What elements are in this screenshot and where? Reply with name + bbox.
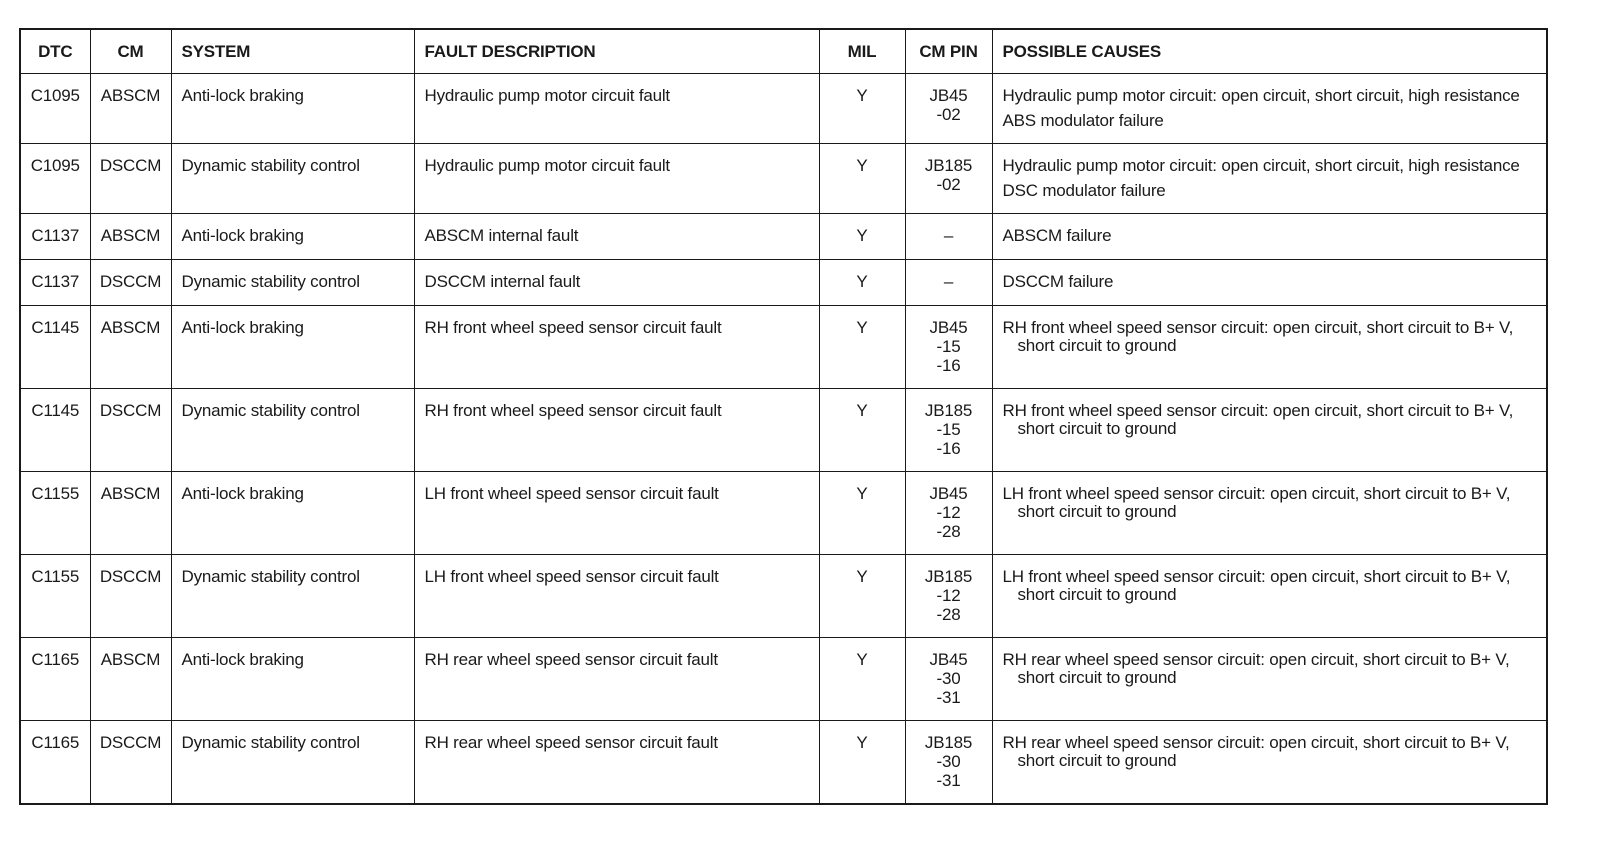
header-cm: CM: [90, 29, 171, 74]
cm-pin-line: JB45: [929, 650, 968, 669]
cm-pin-line: JB45: [929, 318, 968, 337]
cause-line: Hydraulic pump motor circuit: open circuit, short circuit, high resistance: [1002, 156, 1520, 175]
cell-cm: DSCCM: [90, 721, 171, 805]
cell-mil: Y: [819, 555, 905, 638]
header-cm-pin: CM PIN: [905, 29, 992, 74]
cell-system: Dynamic stability control: [171, 389, 414, 472]
cell-dtc: C1145: [20, 389, 90, 472]
cell-fault-description: RH front wheel speed sensor circuit fault: [414, 389, 819, 472]
cm-pin-line: JB185: [924, 401, 973, 420]
cm-pin-line: JB185: [924, 567, 973, 586]
cause-line: RH front wheel speed sensor circuit: open circuit, short circuit to B+ V,: [1002, 318, 1514, 337]
cell-cm: DSCCM: [90, 260, 171, 306]
cell-dtc: C1095: [20, 144, 90, 214]
cell-fault-description: LH front wheel speed sensor circuit fault: [414, 555, 819, 638]
cause-line: ABSCM failure: [1002, 226, 1112, 245]
cell-possible-causes: [992, 472, 1547, 555]
table-row: [20, 74, 1547, 144]
cell-dtc: C1137: [20, 214, 90, 260]
cause-continuation: short circuit to ground: [1017, 336, 1177, 355]
cell-cm-pin: [905, 721, 992, 805]
cell-cm: ABSCM: [90, 638, 171, 721]
table-row: [20, 260, 1547, 306]
cell-fault-description: DSCCM internal fault: [414, 260, 819, 306]
cell-cm: ABSCM: [90, 74, 171, 144]
cell-fault-description: RH front wheel speed sensor circuit fault: [414, 306, 819, 389]
header-row: [20, 29, 1547, 74]
cm-pin-line: –: [943, 226, 954, 245]
cell-cm-pin: [905, 144, 992, 214]
cell-cm-pin: [905, 214, 992, 260]
cell-cm: ABSCM: [90, 214, 171, 260]
cell-dtc: C1095: [20, 74, 90, 144]
cm-pin-line: JB45: [929, 484, 968, 503]
table-row: [20, 721, 1547, 805]
cm-pin-line: -28: [936, 605, 961, 624]
cell-possible-causes: [992, 214, 1547, 260]
cell-cm-pin: [905, 389, 992, 472]
cause-line: LH front wheel speed sensor circuit: open circuit, short circuit to B+ V,: [1002, 567, 1511, 586]
cell-cm-pin: [905, 555, 992, 638]
cm-pin-line: -12: [936, 586, 961, 605]
cell-mil: Y: [819, 721, 905, 805]
cell-possible-causes: [992, 306, 1547, 389]
header-fault-description: FAULT DESCRIPTION: [414, 29, 819, 74]
cell-system: Dynamic stability control: [171, 144, 414, 214]
cell-dtc: C1165: [20, 721, 90, 805]
cell-cm: DSCCM: [90, 144, 171, 214]
cm-pin-line: -30: [936, 669, 961, 688]
cell-dtc: C1145: [20, 306, 90, 389]
cell-possible-causes: [992, 638, 1547, 721]
cell-system: Dynamic stability control: [171, 721, 414, 805]
cell-fault-description: RH rear wheel speed sensor circuit fault: [414, 638, 819, 721]
cell-cm-pin: [905, 74, 992, 144]
cell-dtc: C1137: [20, 260, 90, 306]
cell-cm-pin: [905, 472, 992, 555]
cell-fault-description: RH rear wheel speed sensor circuit fault: [414, 721, 819, 805]
cell-cm: DSCCM: [90, 555, 171, 638]
table-row: [20, 144, 1547, 214]
cm-pin-line: -02: [936, 105, 961, 124]
header-mil: MIL: [819, 29, 905, 74]
cm-pin-line: -30: [936, 752, 961, 771]
cause-line: RH front wheel speed sensor circuit: open circuit, short circuit to B+ V,: [1002, 401, 1514, 420]
cause-line: DSC modulator failure: [1002, 181, 1166, 200]
dtc-table: [19, 28, 1548, 805]
table-row: [20, 306, 1547, 389]
cause-line: LH front wheel speed sensor circuit: open circuit, short circuit to B+ V,: [1002, 484, 1511, 503]
cell-possible-causes: [992, 555, 1547, 638]
cm-pin-line: -15: [936, 337, 961, 356]
cm-pin-line: JB185: [924, 156, 973, 175]
cm-pin-line: -12: [936, 503, 961, 522]
cm-pin-line: JB45: [929, 86, 968, 105]
table-body: [20, 74, 1547, 805]
cell-possible-causes: [992, 260, 1547, 306]
table-row: [20, 638, 1547, 721]
cell-mil: Y: [819, 389, 905, 472]
cm-pin-line: -31: [936, 771, 961, 790]
cell-cm: ABSCM: [90, 472, 171, 555]
cell-mil: Y: [819, 214, 905, 260]
cell-fault-description: Hydraulic pump motor circuit fault: [414, 74, 819, 144]
table-row: [20, 472, 1547, 555]
cell-mil: Y: [819, 472, 905, 555]
cell-system: Dynamic stability control: [171, 555, 414, 638]
cause-line: RH rear wheel speed sensor circuit: open circuit, short circuit to B+ V,: [1002, 650, 1510, 669]
cell-system: Anti-lock braking: [171, 214, 414, 260]
cell-cm: DSCCM: [90, 389, 171, 472]
cell-cm: ABSCM: [90, 306, 171, 389]
cell-dtc: C1155: [20, 472, 90, 555]
cause-line: ABS modulator failure: [1002, 111, 1164, 130]
cm-pin-line: -15: [936, 420, 961, 439]
cell-mil: Y: [819, 74, 905, 144]
cell-dtc: C1165: [20, 638, 90, 721]
cell-mil: Y: [819, 638, 905, 721]
cm-pin-line: -28: [936, 522, 961, 541]
cell-cm-pin: [905, 638, 992, 721]
cell-fault-description: ABSCM internal fault: [414, 214, 819, 260]
header-dtc: DTC: [20, 29, 90, 74]
cm-pin-line: JB185: [924, 733, 973, 752]
cm-pin-line: –: [943, 272, 954, 291]
cell-possible-causes: [992, 144, 1547, 214]
header-system: SYSTEM: [171, 29, 414, 74]
dtc-table-container: [19, 28, 1546, 805]
cause-line: DSCCM failure: [1002, 272, 1114, 291]
cause-continuation: short circuit to ground: [1017, 419, 1177, 438]
cell-mil: Y: [819, 144, 905, 214]
cell-system: Anti-lock braking: [171, 472, 414, 555]
cm-pin-line: -02: [936, 175, 961, 194]
header-possible-causes: POSSIBLE CAUSES: [992, 29, 1547, 74]
cell-system: Anti-lock braking: [171, 306, 414, 389]
table-row: [20, 555, 1547, 638]
cause-line: Hydraulic pump motor circuit: open circuit, short circuit, high resistance: [1002, 86, 1520, 105]
cell-system: Anti-lock braking: [171, 638, 414, 721]
cause-line: RH rear wheel speed sensor circuit: open circuit, short circuit to B+ V,: [1002, 733, 1510, 752]
cell-fault-description: Hydraulic pump motor circuit fault: [414, 144, 819, 214]
cause-continuation: short circuit to ground: [1017, 585, 1177, 604]
cell-system: Dynamic stability control: [171, 260, 414, 306]
cause-continuation: short circuit to ground: [1017, 751, 1177, 770]
cell-cm-pin: [905, 260, 992, 306]
cell-system: Anti-lock braking: [171, 74, 414, 144]
cell-fault-description: LH front wheel speed sensor circuit fault: [414, 472, 819, 555]
table-row: [20, 389, 1547, 472]
cause-continuation: short circuit to ground: [1017, 668, 1177, 687]
cm-pin-line: -16: [936, 439, 961, 458]
cm-pin-line: -31: [936, 688, 961, 707]
cell-mil: Y: [819, 306, 905, 389]
cell-dtc: C1155: [20, 555, 90, 638]
cell-possible-causes: [992, 74, 1547, 144]
table-row: [20, 214, 1547, 260]
cell-mil: Y: [819, 260, 905, 306]
cell-possible-causes: [992, 721, 1547, 805]
cm-pin-line: -16: [936, 356, 961, 375]
cause-continuation: short circuit to ground: [1017, 502, 1177, 521]
cell-cm-pin: [905, 306, 992, 389]
cell-possible-causes: [992, 389, 1547, 472]
